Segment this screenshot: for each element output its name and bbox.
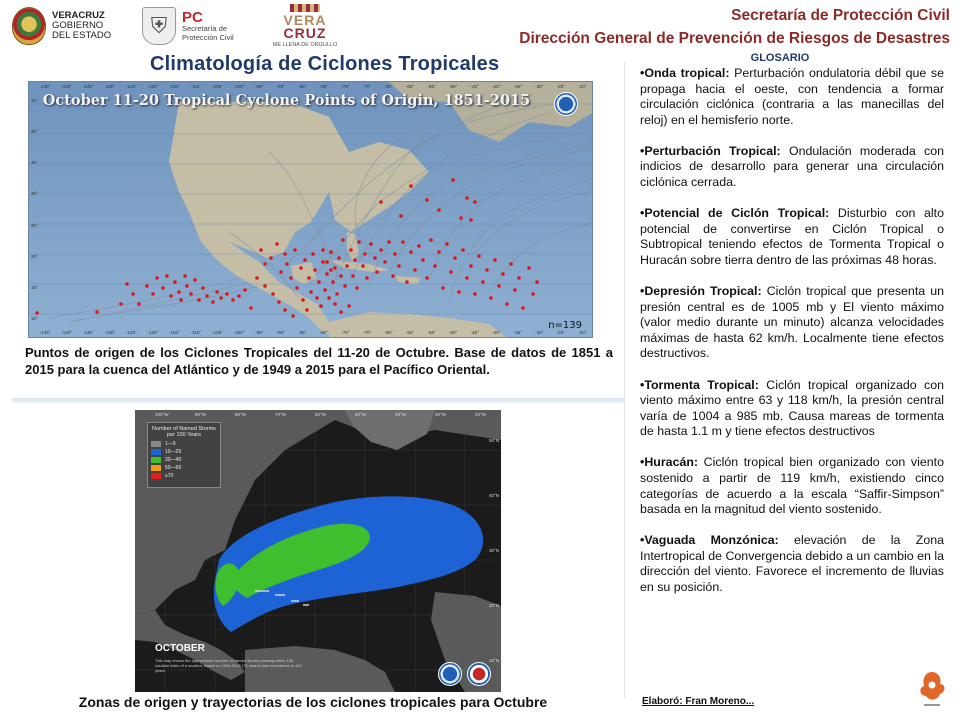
header-title-direccion: Dirección General de Prevención de Riesgos de Desastres — [519, 30, 950, 47]
longitude-label: -100° — [233, 84, 245, 89]
header-titles — [519, 6, 950, 49]
glossary-definition: Ondulación moderada con indicios de desarrollo para generar una circulación ciclónica cerrada. — [640, 143, 944, 190]
latitude-label: 30°N — [489, 548, 500, 553]
longitude-label: -90° — [276, 330, 285, 335]
veracruz-logo-line2: GOBIERNO — [52, 20, 104, 31]
longitude-label: -90° — [276, 84, 285, 89]
veracruz-logo-line3: DEL ESTADO — [52, 30, 112, 41]
longitude-label: -30° — [535, 84, 544, 89]
veracruz-logo-line1: VERACRUZ — [52, 10, 105, 21]
legend-swatch — [151, 441, 161, 447]
longitude-label: -120° — [147, 330, 159, 335]
longitude-label: -45° — [470, 84, 479, 89]
longitude-label: -60° — [405, 330, 415, 335]
glossary-entry-huracan — [640, 455, 944, 517]
vc-logo-tagline: ME LLENA DE ORGULLO — [272, 42, 338, 48]
longitude-label: -110° — [190, 330, 202, 335]
longitude-label: 80°W — [235, 412, 247, 417]
glossary — [640, 52, 944, 611]
map2-month-label: OCTOBER — [155, 643, 205, 654]
legend-label: 10—29 — [165, 449, 182, 455]
legend-title: Number of Named Storms per 100 Years — [152, 426, 216, 438]
legend-label: ≥70 — [165, 473, 174, 479]
header-title-secretaria: Secretaría de Protección Civil — [731, 7, 950, 24]
vc-logo-word1: VERA — [283, 12, 327, 28]
longitude-label: -50° — [449, 84, 458, 89]
map1-caption: Puntos de origen de los Ciclones Tropicales del 11-20 de Octubre. Base de datos de 1851 a 2015 para la cuenca del Atlántico y de 1949 a 2015 para el Pacífico Oriental. — [25, 345, 613, 377]
longitude-label: -120° — [147, 84, 159, 89]
longitude-label: -135° — [82, 330, 94, 335]
longitude-label: 60°W — [315, 412, 327, 417]
proteccion-civil-logo — [142, 4, 254, 48]
legend-label: 50—69 — [165, 465, 182, 471]
longitude-label: -145° — [39, 330, 51, 335]
latitude-label: 50°N — [489, 437, 500, 443]
glossary-term: •Tormenta Tropical: — [640, 377, 759, 392]
glossary-definition: Ciclón tropical bien organizado con viento sostenido a partir de 119 km/h, existiendo cinco categorías de acuerdo a la escala “Saffir-Simpson” basada en la magnitud del viento sostenido. — [640, 455, 944, 517]
longitude-label: -135° — [82, 84, 94, 89]
points-of-origin-map — [28, 81, 593, 338]
longitude-label: -80° — [319, 330, 329, 335]
glossary-term: •Vaguada Monzónica: — [640, 533, 779, 548]
noaa-logo-icon — [554, 92, 578, 116]
longitude-label: -100° — [233, 330, 245, 335]
longitude-label: -105° — [212, 330, 223, 335]
credit-link[interactable]: Elaboró: Fran Moreno... — [642, 696, 755, 707]
glossary-term: •Onda tropical: — [640, 66, 730, 80]
longitude-label: -70° — [362, 84, 372, 89]
longitude-label: -115° — [169, 330, 180, 335]
longitude-label: -65° — [384, 330, 393, 335]
longitude-label: -70° — [362, 330, 372, 335]
latitude-label: 20°N — [489, 603, 500, 609]
longitude-label: -40° — [492, 330, 501, 335]
glossary-entry-potencial-ciclon — [640, 206, 944, 268]
nws-logo-icon — [467, 662, 491, 686]
longitude-label: -35° — [513, 84, 522, 89]
longitude-label: -115° — [169, 84, 180, 89]
longitude-label: -145° — [39, 84, 51, 89]
longitude-label: -55° — [427, 330, 436, 335]
latitude-label: 20° — [31, 253, 38, 259]
state-seal-icon — [12, 7, 46, 45]
glossary-definition: Disturbio con alto potencial de convertirse en Ciclón Tropical o Subtropical teniendo efectos de Tormenta Tropical o Huracán sobre tierra dentro de las próximas 48 horas. — [640, 206, 944, 267]
map1-banner-title: October 11-20 Tropical Cyclone Points of Origin, 1851-2015 — [42, 92, 531, 109]
longitude-label: -140° — [61, 84, 73, 89]
storm-count-legend — [147, 422, 221, 488]
latitude-label: 40° — [31, 128, 38, 134]
longitude-label: -55° — [427, 84, 436, 89]
legend-swatch — [151, 449, 161, 455]
glossary-definition: Ciclón tropical organizado con viento máximo entre 63 y 118 km/h, la presión central varía de 1004 a 985 mb. Causa mareas de tormenta de hasta 1.1 m y tiene efectos destructivos — [640, 377, 944, 439]
pc-logo-line2: Protección Civil — [182, 32, 234, 42]
legend-swatch — [151, 465, 161, 471]
glossary-title: GLOSARIO — [750, 52, 810, 64]
latitude-label: 45° — [31, 97, 38, 103]
map2-note: This map shows the approximate number of named storms passing within 150 nautical miles of a location, based on 1944-2015 (72 years) data normalized to 100 years. — [155, 658, 302, 673]
glossary-term: •Huracán: — [640, 455, 699, 470]
longitude-label: -80° — [319, 84, 329, 89]
latitude-label: 40°N — [489, 492, 500, 498]
legend-label: 1—9 — [165, 441, 176, 447]
points-of-origin-map-graphic — [29, 82, 593, 338]
section-divider — [12, 398, 624, 403]
longitude-label: 50°W — [355, 412, 367, 417]
noaa-logo-icon — [438, 662, 462, 686]
header — [0, 0, 960, 52]
longitude-label: -125° — [125, 330, 137, 335]
longitude-label: -35° — [513, 330, 522, 335]
pc-logo-abbr: PC — [182, 9, 203, 26]
october-storms-map — [135, 410, 501, 692]
longitude-label: -130° — [104, 84, 116, 89]
longitude-label: 30°W — [435, 412, 447, 417]
vc-logo-word2: CRUZ — [283, 25, 327, 41]
veracruz-government-logo — [12, 4, 130, 48]
glossary-term: •Depresión Tropical: — [640, 284, 762, 299]
map2-caption: Zonas de origen y trayectorias de los ciclones tropicales para Octubre — [78, 694, 548, 710]
longitude-label: -140° — [61, 330, 73, 335]
legend-label: 30—49 — [165, 457, 182, 463]
glossary-definition: elevación de la Zona Intertropical de Convergencia debido a un cambio en la dirección del viento. Favorece el incremento de lluvias en su posición. — [640, 533, 944, 595]
longitude-label: 70°W — [275, 412, 287, 417]
longitude-label: 40°W — [395, 412, 407, 417]
glossary-entry-tormenta-tropical — [640, 378, 944, 440]
glossary-definition: Ciclón tropical que presenta un presión central es de 1005 mb y El viento máximo (valor medio durante un minuto) alcanza velocidades máximas de hasta 62 km/h. Localmente tiene efectos destructivos. — [640, 284, 945, 361]
longitude-label: -95° — [255, 330, 264, 335]
pc-logo-line1: Secretaría de — [182, 24, 228, 33]
cyclone-logo-icon — [918, 666, 946, 710]
longitude-label: 20°W — [475, 412, 487, 417]
latitude-label: 25° — [31, 222, 38, 228]
legend-row — [151, 456, 217, 464]
longitude-label: -25° — [556, 84, 565, 89]
glossary-entry-vaguada-monzonica — [640, 533, 944, 595]
longitude-label: -85° — [298, 330, 307, 335]
longitude-label: -65° — [384, 84, 393, 89]
glossary-definition: Perturbación ondulatoria débil que se propaga hacia el oeste, con tendencia a formar circulación ciclónica (contraria a las manecillas del reloj) en el hemisferio norte. — [640, 66, 945, 127]
legend-swatch — [151, 473, 161, 479]
longitude-label: -110° — [190, 84, 202, 89]
legend-row — [151, 472, 217, 480]
legend-swatch — [151, 457, 161, 463]
longitude-label: -75° — [341, 330, 350, 335]
longitude-label: -45° — [470, 330, 479, 335]
longitude-label: -105° — [212, 84, 223, 89]
legend-row — [151, 448, 217, 456]
longitude-label: -125° — [125, 84, 137, 89]
column-divider — [624, 62, 625, 698]
glossary-term: •Perturbación Tropical: — [640, 143, 781, 158]
glossary-entry-perturbacion-tropical — [640, 144, 944, 191]
legend-row — [151, 464, 217, 472]
longitude-label: -75° — [341, 84, 350, 89]
latitude-label: 30° — [31, 191, 38, 197]
page-title: Climatología de Ciclones Tropicales — [150, 53, 500, 75]
glossary-term: •Potencial de Ciclón Tropical: — [640, 206, 830, 221]
glossary-entry-depresion-tropical — [640, 284, 944, 362]
longitude-label: -20° — [578, 84, 587, 89]
longitude-label: -95° — [255, 84, 264, 89]
longitude-label: -50° — [449, 330, 458, 335]
longitude-label: -60° — [405, 84, 415, 89]
longitude-label: -85° — [298, 84, 307, 89]
longitude-label: 90°W — [195, 412, 207, 417]
pattern-icon — [290, 4, 320, 12]
longitude-label: -20° — [578, 330, 587, 335]
veracruz-orgullo-logo — [266, 4, 344, 48]
latitude-label: 10°N — [489, 658, 500, 664]
longitude-label: -40° — [492, 84, 501, 89]
longitude-label: -130° — [104, 330, 116, 335]
longitude-label: -30° — [535, 330, 544, 335]
latitude-label: 10° — [31, 316, 38, 322]
longitude-label: 100°W — [155, 412, 169, 417]
shield-icon: ⛨ — [142, 7, 176, 45]
latitude-label: 15° — [31, 285, 38, 291]
glossary-entry-onda-tropical — [640, 66, 944, 128]
latitude-label: 35° — [31, 160, 38, 166]
legend-row — [151, 440, 217, 448]
map1-count-label: n=139 — [548, 320, 582, 331]
longitude-label: -25° — [556, 330, 565, 335]
